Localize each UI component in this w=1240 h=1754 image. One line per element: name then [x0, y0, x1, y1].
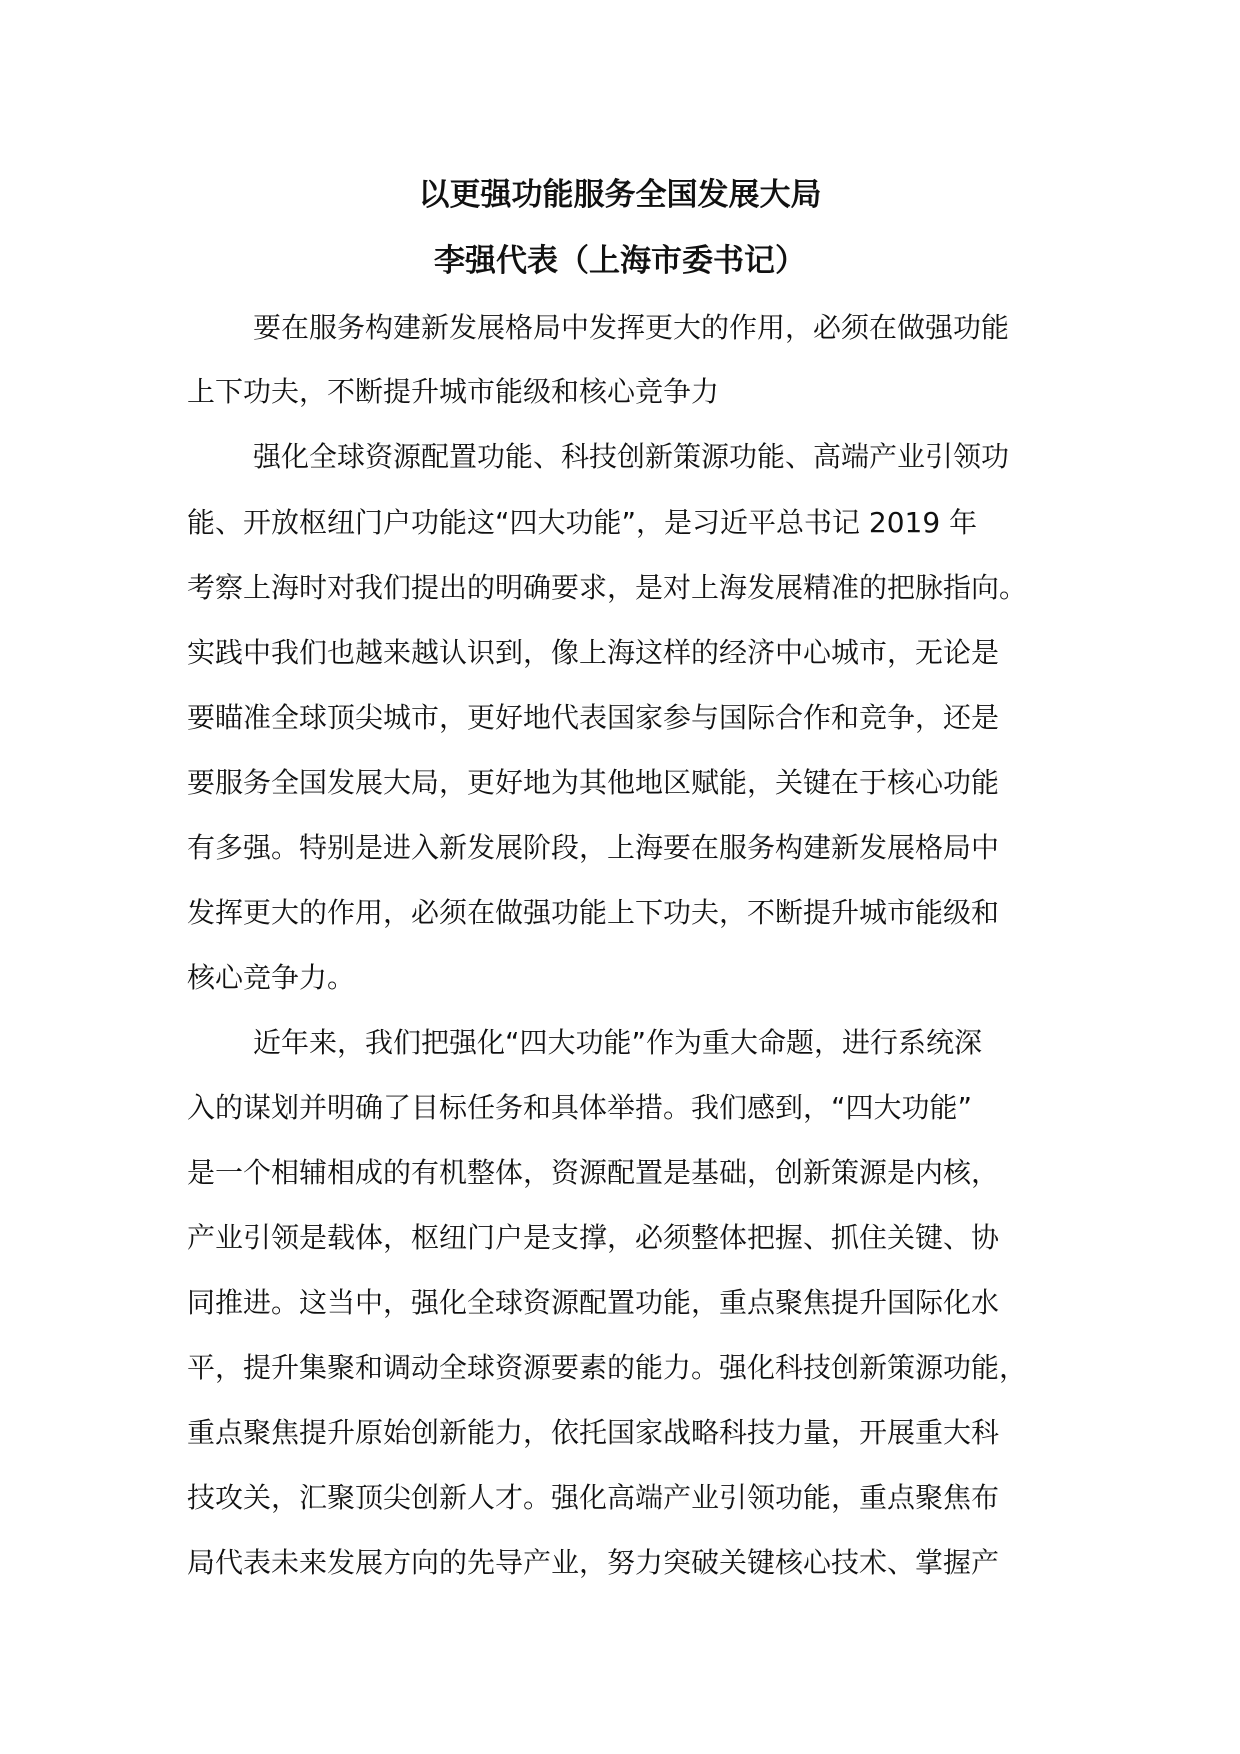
paragraph-line: 考察上海时对我们提出的明确要求，是对上海发展精准的把脉指向。 [187, 571, 1028, 604]
paragraph-line: 平，提升集聚和调动全球资源要素的能力。强化科技创新策源功能， [187, 1351, 1028, 1384]
document-subtitle: 李强代表（上海市委书记） [434, 243, 806, 279]
paragraph-line: 是一个相辅相成的有机整体，资源配置是基础，创新策源是内核， [187, 1156, 1000, 1189]
paragraph-line: 能、开放枢纽门户功能这“四大功能”，是习近平总书记 2019 年 [187, 506, 978, 539]
paragraph-line: 技攻关，汇聚顶尖创新人才。强化高端产业引领功能，重点聚焦布 [187, 1481, 1000, 1514]
paragraph-line: 有多强。特别是进入新发展阶段，上海要在服务构建新发展格局中 [187, 831, 1000, 864]
paragraph-line: 强化全球资源配置功能、科技创新策源功能、高端产业引领功 [253, 440, 1010, 473]
paragraph-line: 同推进。这当中，强化全球资源配置功能，重点聚焦提升国际化水 [187, 1286, 1000, 1319]
paragraph-line: 产业引领是载体，枢纽门户是支撑，必须整体把握、抓住关键、协 [187, 1221, 1000, 1254]
paragraph-line: 局代表未来发展方向的先导产业，努力突破关键核心技术、掌握产 [187, 1546, 1000, 1579]
paragraph-line: 发挥更大的作用，必须在做强功能上下功夫，不断提升城市能级和 [187, 896, 1000, 929]
paragraph-line: 实践中我们也越来越认识到，像上海这样的经济中心城市，无论是 [187, 636, 1000, 669]
paragraph-line: 要服务全国发展大局，更好地为其他地区赋能，关键在于核心功能 [187, 766, 1000, 799]
paragraph-line: 上下功夫，不断提升城市能级和核心竞争力 [187, 375, 720, 408]
paragraph-line: 入的谋划并明确了目标任务和具体举措。我们感到，“四大功能” [187, 1091, 973, 1124]
paragraph-line: 重点聚焦提升原始创新能力，依托国家战略科技力量，开展重大科 [187, 1416, 1000, 1449]
paragraph-line: 要瞄准全球顶尖城市，更好地代表国家参与国际合作和竞争，还是 [187, 701, 1000, 734]
document-title: 以更强功能服务全国发展大局 [418, 177, 822, 213]
paragraph-line: 核心竞争力。 [187, 961, 356, 994]
paragraph-line: 要在服务构建新发展格局中发挥更大的作用，必须在做强功能 [253, 311, 1010, 344]
paragraph-line: 近年来，我们把强化“四大功能”作为重大命题，进行系统深 [253, 1026, 983, 1059]
